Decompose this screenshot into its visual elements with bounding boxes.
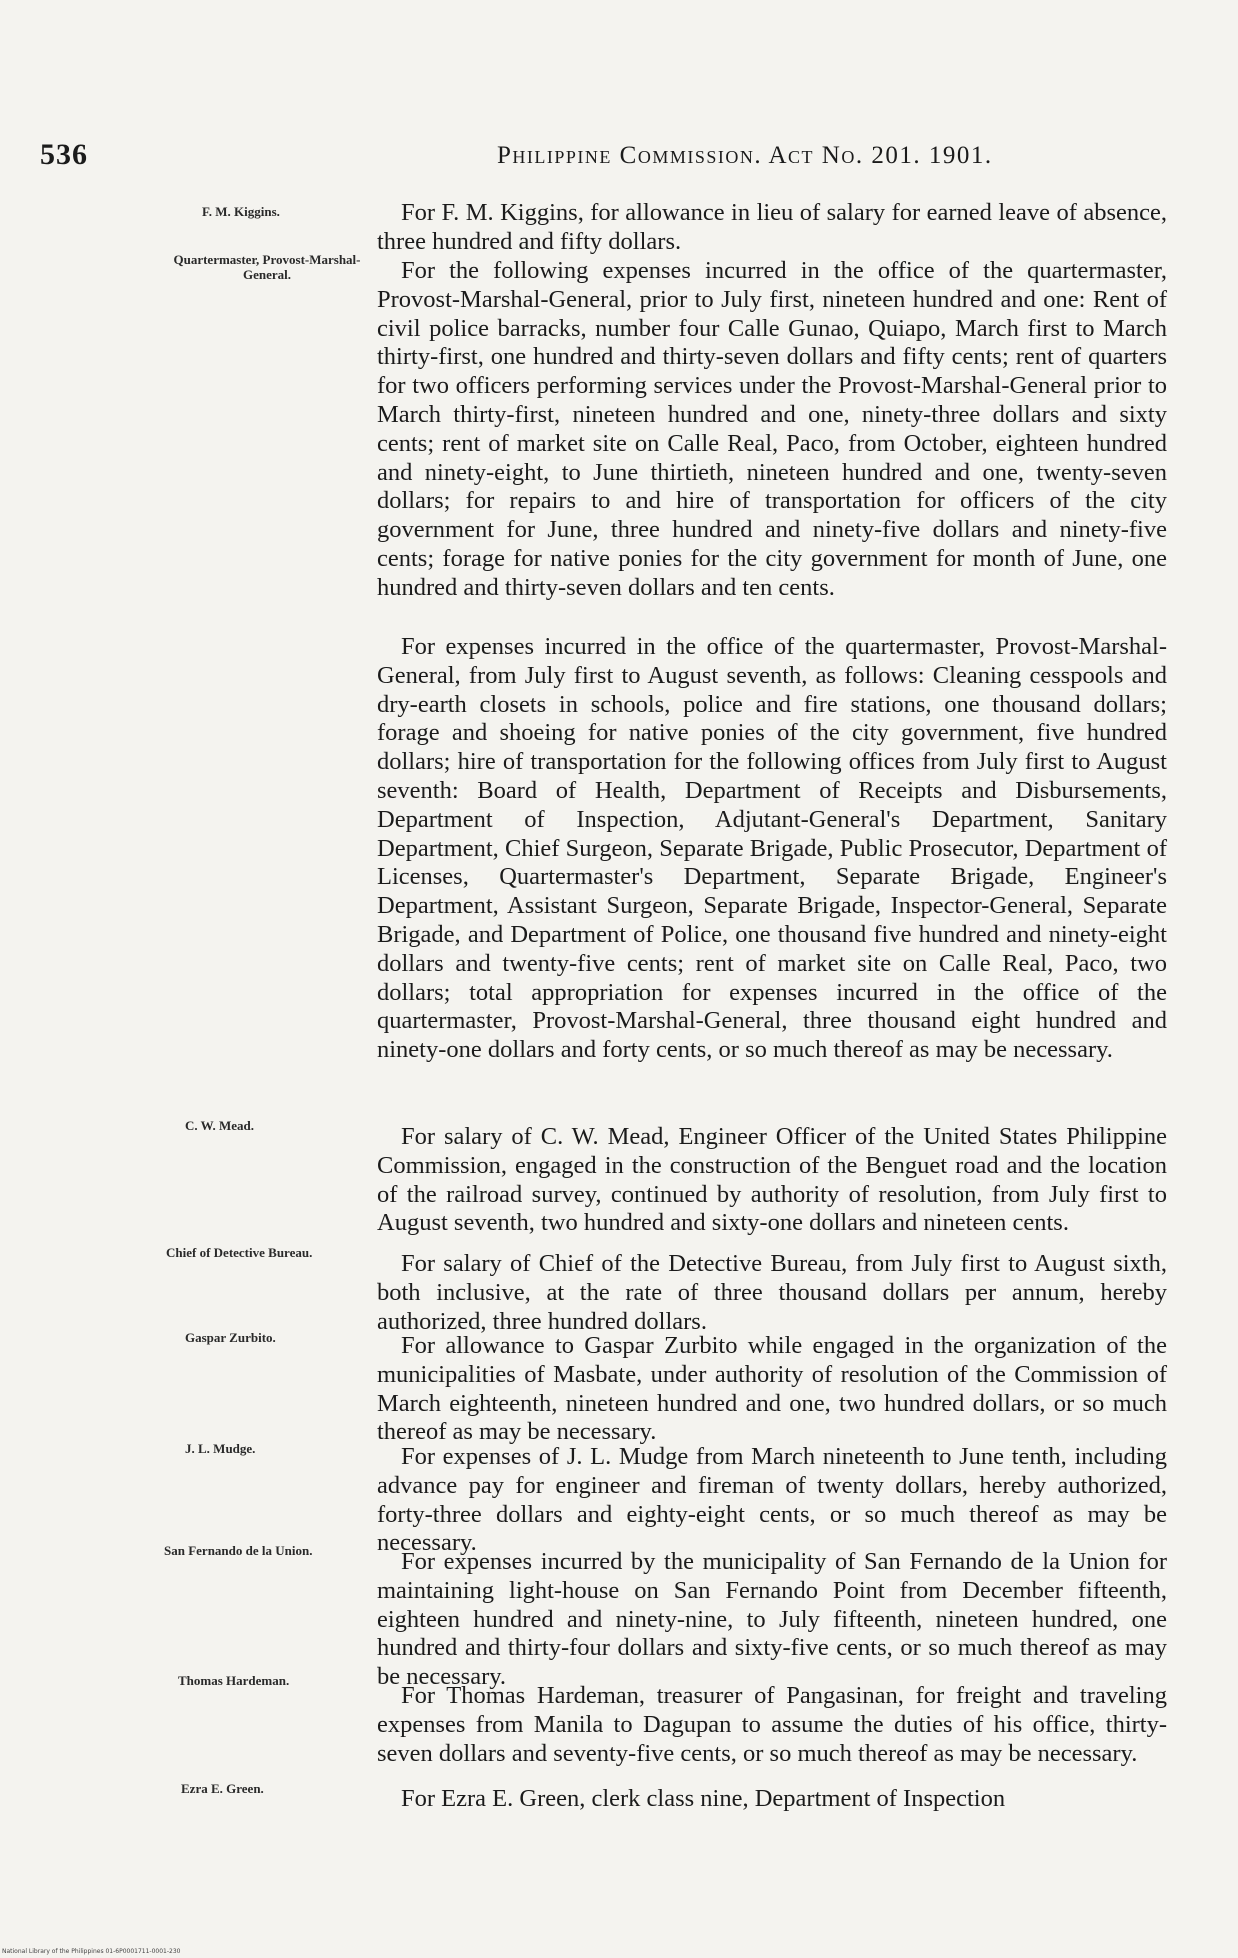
paragraph-green: For Ezra E. Green, clerk class nine, Department of Inspection — [401, 1785, 1006, 1812]
running-head: Philippine Commission. Act No. 201. 1901. — [497, 142, 993, 169]
margin-note: Quartermaster, Provost-Marshal-General. — [173, 252, 361, 282]
paragraph-mead: For salary of C. W. Mead, Engineer Officer of the United States Philippine Commission, engaged in the construction of the Benguet road and the location of the railroad survey, continued by authority of resolution, from July first to August seventh, two hundred and sixty-one dollars and nineteen cents. — [377, 1123, 1167, 1237]
paragraph-mudge: For expenses of J. L. Mudge from March nineteenth to June tenth, including advance pay for engineer and fireman of twenty dollars, hereby authorized, forty-three dollars and eighty-eight cents, or so much thereof as may be necessary. — [377, 1443, 1167, 1557]
margin-note: C. W. Mead. — [185, 1118, 254, 1133]
margin-note: F. M. Kiggins. — [202, 204, 280, 219]
margin-note: San Fernando de la Union. — [164, 1543, 313, 1558]
footer-credit: National Library of the Philippines 01-6P0001711-0001-230 — [2, 1948, 181, 1955]
paragraph-quartermaster-july: For expenses incurred in the office of the quartermaster, Provost-Marshal-General, from July first to August seventh, as follows: Cleaning cesspools and dry-earth closets in schools, police and fire stations, one thousand dollars; forage and shoeing for native ponies of the city government, five hundred dollars; hire of transportation for the following offices from July first to August seventh: Board of Health, Department of Receipts and Disbursements, Department of Inspection, Adjutant-General's Department, Sanitary Department, Chief Surgeon, Separate Brigade, Public Prosecutor, Department of Licenses, Quartermaster's Department, Separate Brigade, Engineer's Department, Assistant Surgeon, Separate Brigade, Inspector-General, Separate Brigade, and Department of Police, one thousand five hundred and ninety-eight dollars and twenty-five cents; rent of market site on Calle Real, Paco, two dollars; total appropriation for expenses incurred in the office of the quartermaster, Provost-Marshal-General, three thousand eight hundred and ninety-one dollars and forty cents, or so much thereof as may be necessary. — [377, 633, 1167, 1064]
margin-note: Gaspar Zurbito. — [185, 1330, 276, 1345]
margin-note: Ezra E. Green. — [181, 1781, 264, 1796]
paragraph-san-fernando: For expenses incurred by the municipality of San Fernando de la Union for maintaining light-house on San Fernando Point from December fifteenth, eighteen hundred and ninety-nine, to July fifteenth, nineteen hundred, one hundred and thirty-four dollars and sixty-five cents, or so much thereof as may be necessary. — [377, 1548, 1167, 1691]
paragraph-zurbito: For allowance to Gaspar Zurbito while engaged in the organization of the municipalities of Masbate, under authority of resolution of the Commission of March eighteenth, nineteen hundred and one, two hundred dollars, or so much thereof as may be necessary. — [377, 1332, 1167, 1446]
paragraph-hardeman: For Thomas Hardeman, treasurer of Pangasinan, for freight and traveling expenses from Manila to Dagupan to assume the duties of his office, thirty-seven dollars and seventy-five cents, or so much thereof as may be necessary. — [377, 1682, 1167, 1767]
margin-note: Thomas Hardeman. — [178, 1673, 290, 1688]
margin-note: J. L. Mudge. — [185, 1441, 256, 1456]
margin-note: Chief of Detective Bureau. — [166, 1245, 313, 1260]
page-number: 536 — [40, 138, 88, 171]
paragraph-detective-bureau: For salary of Chief of the Detective Bureau, from July first to August sixth, both inclusive, at the rate of three thousand dollars per annum, hereby authorized, three hundred dollars. — [377, 1250, 1167, 1335]
paragraph-kiggins: For F. M. Kiggins, for allowance in lieu of salary for earned leave of absence, three hundred and fifty dollars. — [377, 199, 1167, 255]
paragraph-quartermaster-prior: For the following expenses incurred in the office of the quartermaster, Provost-Marshal-General, prior to July first, nineteen hundred and one: Rent of civil police barracks, number four Calle Gunao, Quiapo, March first to March thirty-first, one hundred and thirty-seven dollars and fifty cents; rent of quarters for two officers performing services under the Provost-Marshal-General prior to March thirty-first, nineteen hundred and one, ninety-three dollars and sixty cents; rent of market site on Calle Real, Paco, from October, eighteen hundred and ninety-eight, to June thirtieth, nineteen hundred and one, twenty-seven dollars; for repairs to and hire of transportation for officers of the city government for June, three hundred and ninety-five dollars and ninety-five cents; forage for native ponies for the city government for month of June, one hundred and thirty-seven dollars and ten cents. — [377, 257, 1167, 601]
